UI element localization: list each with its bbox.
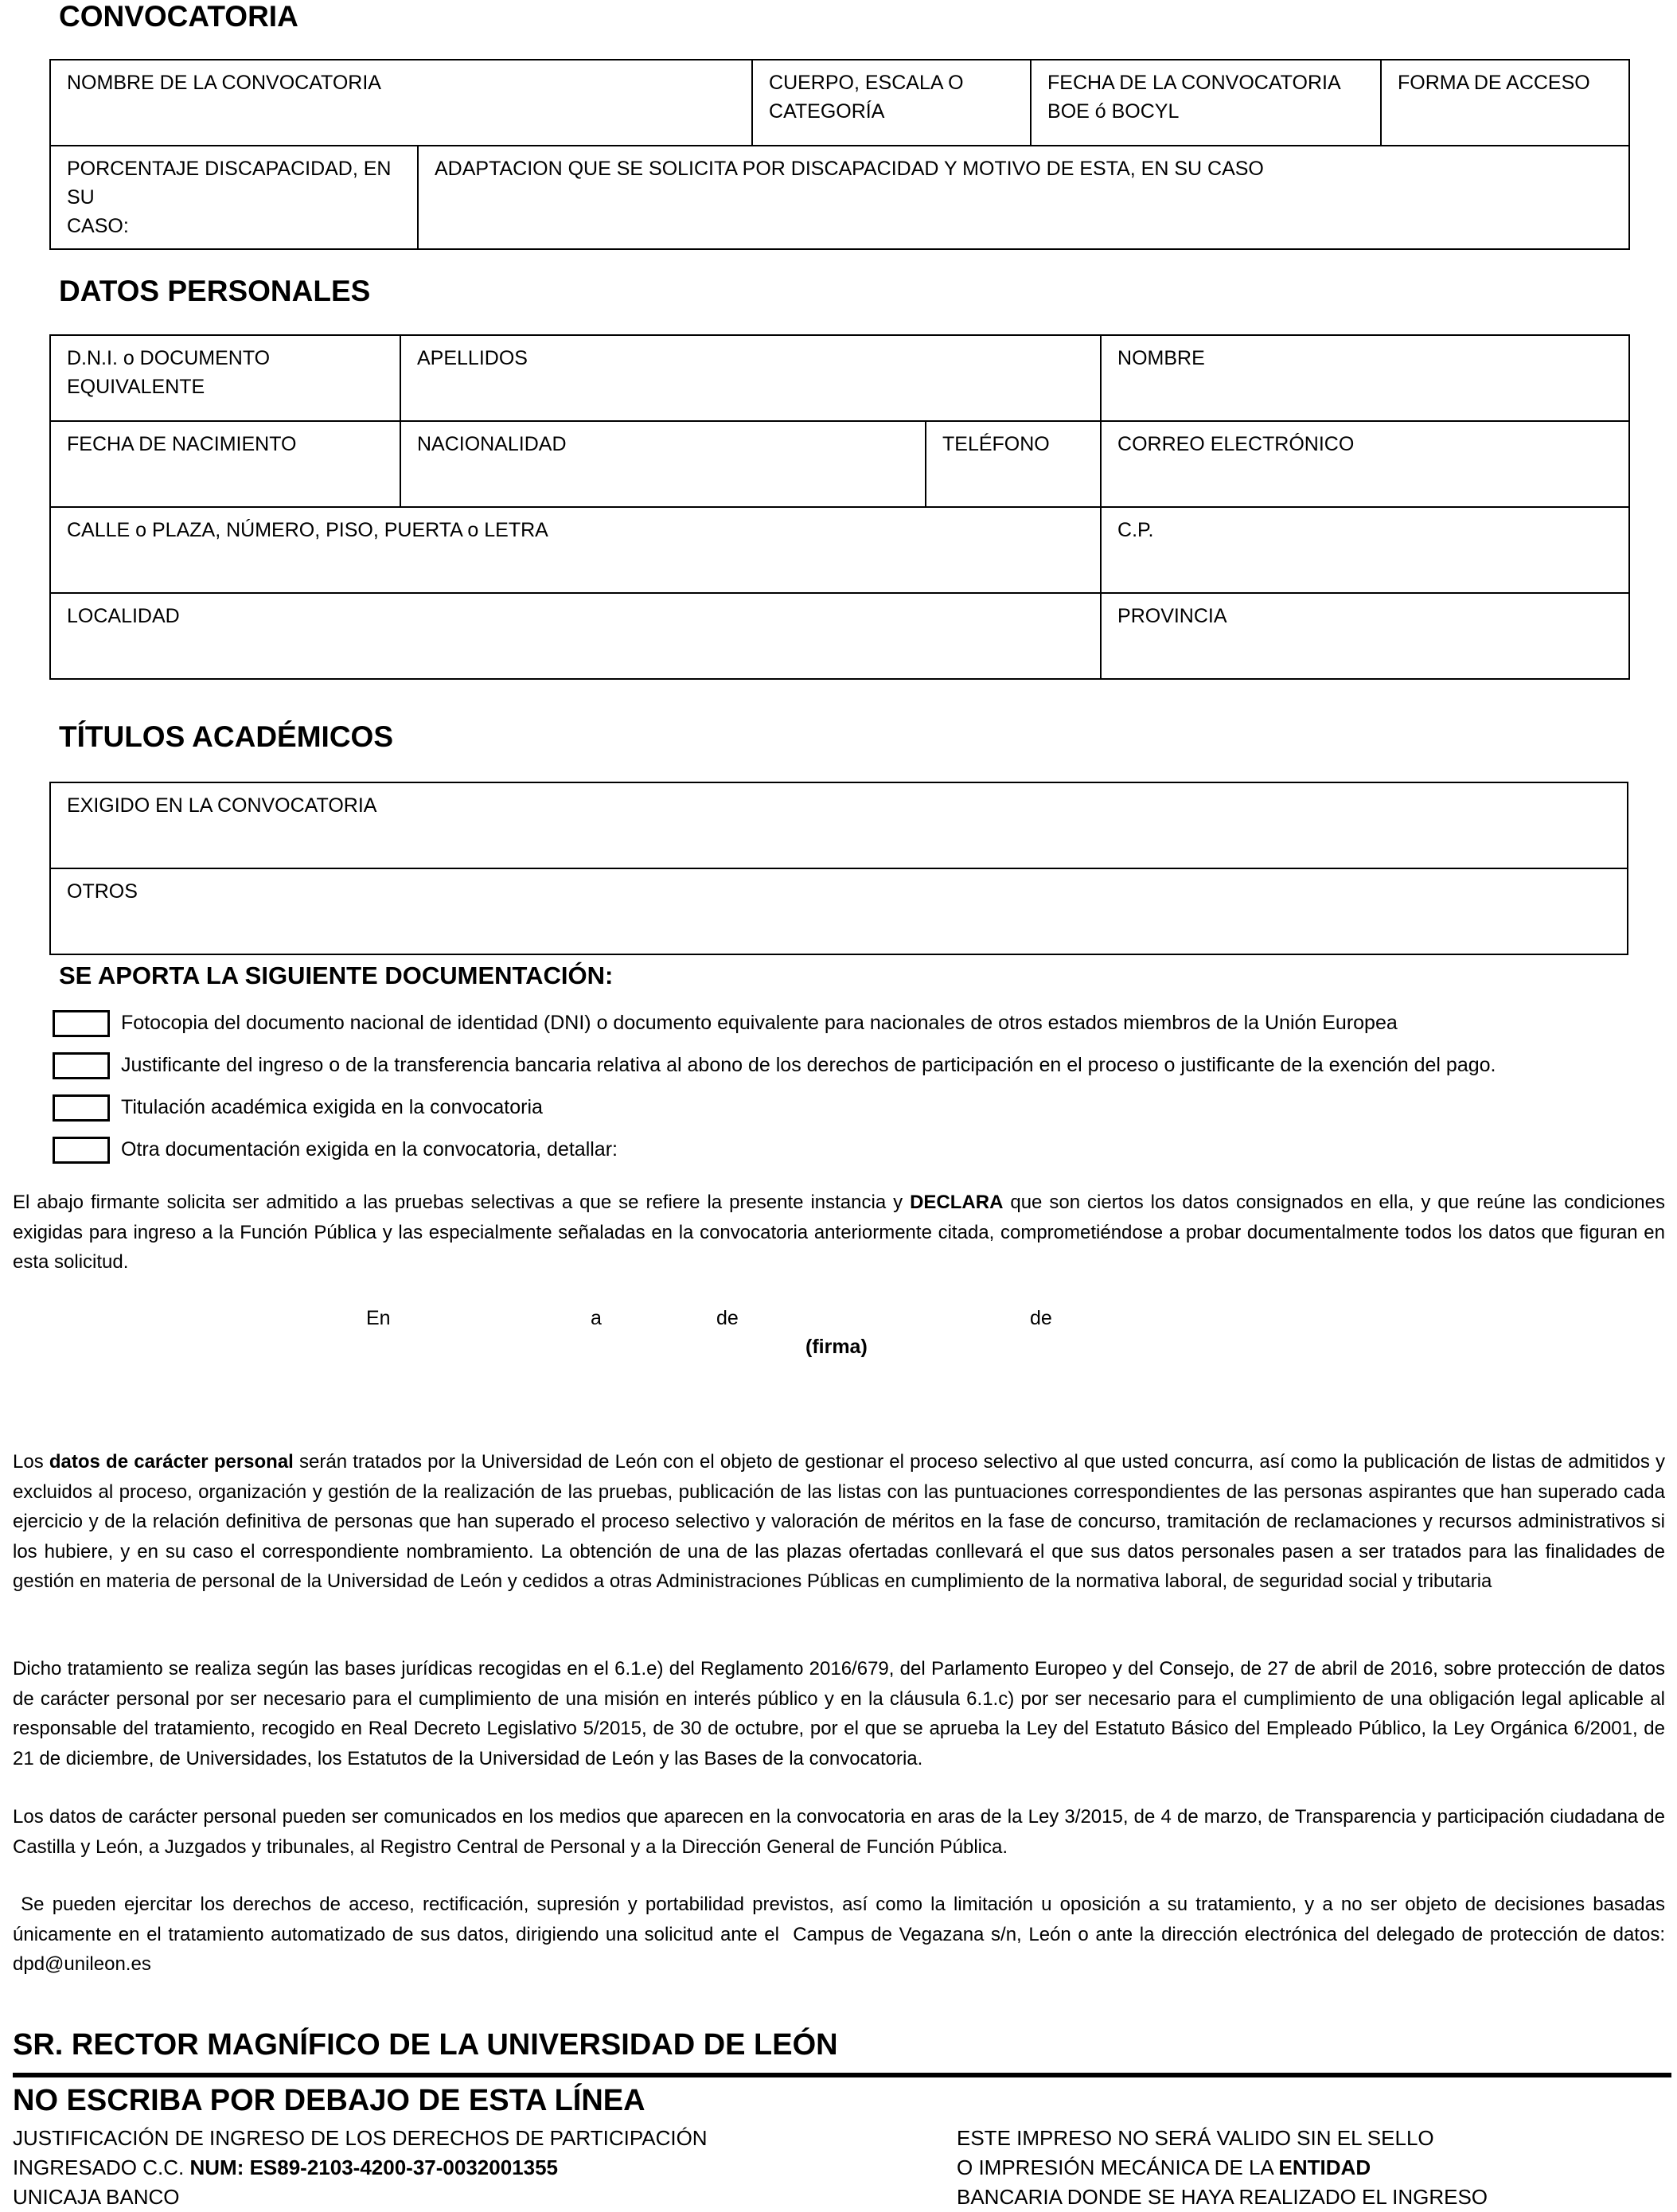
provincia-label: PROVINCIA	[1117, 605, 1227, 627]
porcentaje-label-line1: PORCENTAJE DISCAPACIDAD, EN SU	[67, 158, 392, 209]
footer-left-line3: UNICAJA BANCO	[13, 2185, 180, 2209]
dni-field[interactable]	[50, 335, 400, 421]
proteccion-paragraph-4: Se pueden ejercitar los derechos de acceso, rectificación, supresión y portabilidad previstos, así como la limitación u oposición a su tratamiento, y a no ser objeto de decisiones basadas únicamente en el tratamiento automatizado de sus datos, dirigiendo una solicitud ante el Campus de Vegazana s/n, León o ante la dirección electrónica del delegado de protección de datos: dpd@unileon.es	[13, 1894, 1671, 1975]
footer-left	[13, 2124, 708, 2212]
firma-de-2: de	[1030, 1307, 1052, 1329]
footer-account-number: NUM: ES89-2103-4200-37-0032001355	[189, 2155, 559, 2179]
cuerpo-label-line2: CATEGORÍA	[769, 100, 885, 123]
calle-label: CALLE o PLAZA, NÚMERO, PISO, PUERTA o LETRA	[67, 519, 548, 541]
cp-field[interactable]	[1101, 507, 1629, 593]
doc-checkbox-titulacion[interactable]	[53, 1094, 110, 1122]
proteccion-p1-bold: datos de carácter personal	[49, 1451, 294, 1473]
provincia-field[interactable]	[1101, 593, 1629, 679]
footer-left-line2-pre: INGRESADO C.C.	[13, 2155, 190, 2179]
cuerpo-field[interactable]	[752, 60, 1031, 146]
footer-right-line1: ESTE IMPRESO NO SERÁ VALIDO SIN EL SELLO	[957, 2126, 1434, 2150]
nacionalidad-field[interactable]	[400, 421, 926, 507]
forma-acceso-label: FORMA DE ACCESO	[1398, 72, 1590, 94]
cuerpo-label-line1: CUERPO, ESCALA O	[769, 72, 964, 94]
firma-label: (firma)	[805, 1336, 868, 1358]
rector-heading: SR. RECTOR MAGNÍFICO DE LA UNIVERSIDAD DE LEÓN	[13, 2028, 838, 2062]
declaracion-paragraph	[13, 1188, 1665, 1278]
doc-checkbox-otra[interactable]	[53, 1137, 110, 1164]
proteccion-p1-pre: Los	[13, 1451, 49, 1473]
correo-field[interactable]	[1101, 421, 1629, 507]
titulo-otros-label: OTROS	[67, 880, 138, 903]
datos-personales-table	[49, 334, 1630, 680]
adaptacion-label: ADAPTACION QUE SE SOLICITA POR DISCAPACIDAD Y MOTIVO DE ESTA, EN SU CASO	[435, 158, 1264, 180]
localidad-label: LOCALIDAD	[67, 605, 180, 627]
convocatoria-table	[49, 59, 1630, 250]
nombre-field[interactable]	[1101, 335, 1629, 421]
telefono-field[interactable]	[926, 421, 1101, 507]
no-escriba-heading: NO ESCRIBA POR DEBAJO DE ESTA LÍNEA	[13, 2084, 645, 2117]
dni-label: D.N.I. o DOCUMENTO EQUIVALENTE	[67, 347, 271, 398]
fecha-convocatoria-label-line2: BOE ó BOCYL	[1047, 100, 1180, 123]
correo-label: CORREO ELECTRÓNICO	[1117, 433, 1355, 455]
proteccion-p1-post: serán tratados por la Universidad de León con el objeto de gestionar el proceso selectivo al que usted concurra, así como la publicación de listas de admitidos y excluidos al proceso, organización y gestión de la realización de las pruebas, publicación de las listas con las puntuaciones correspondientes de las personas aspirantes que han superado cada ejercicio y de la relación definitiva de personas que han superado el proceso selectivo y valoración de méritos en la fase de concurso, tramitación de reclamaciones y recursos administrativos si los hubiere, y en su caso el correspondiente nombramiento. La obtención de una de las plazas ofertadas conllevará el que sus datos personales pasen a ser tratados para las finalidades de gestión en materia de personal de la Universidad de León y cedidos a otras Administraciones Públicas en cumplimiento de la normativa laboral, de seguridad social y tributaria	[13, 1451, 1665, 1592]
titulo-exigido-field[interactable]	[50, 782, 1628, 868]
nombre-convocatoria-label: NOMBRE DE LA CONVOCATORIA	[67, 72, 381, 94]
telefono-label: TELÉFONO	[942, 433, 1050, 455]
documentacion-heading: SE APORTA LA SIGUIENTE DOCUMENTACIÓN:	[59, 962, 614, 989]
firma-en: En	[366, 1307, 391, 1329]
proteccion-paragraph-2: Dicho tratamiento se realiza según las bases jurídicas recogidas en el 6.1.e) del Reglamento 2016/679, del Parlamento Europeo y del Consejo, de 27 de abril de 2016, sobre protección de datos de carácter personal por ser necesario para el cumplimiento de una misión en interés público y en la cláusula 6.1.c) por ser necesario para el cumplimiento de una obligación legal aplicable al responsable del tratamiento, recogido en Real Decreto Legislativo 5/2015, de 30 de octubre, por el que se aprueba la Ley del Estatuto Básico del Empleado Público, la Ley Orgánica 6/2001, de 21 de diciembre, de Universidades, los Estatutos de la Universidad de León y las Bases de la convocatoria.	[13, 1658, 1665, 1769]
localidad-field[interactable]	[50, 593, 1101, 679]
footer-right-entidad: ENTIDAD	[1278, 2155, 1371, 2179]
titulos-table	[49, 782, 1628, 955]
proteccion-paragraph-1	[13, 1447, 1665, 1597]
titulos-heading: TÍTULOS ACADÉMICOS	[59, 720, 394, 753]
footer-right-line2-pre: O IMPRESIÓN MECÁNICA DE LA	[957, 2155, 1279, 2179]
fecha-nacimiento-field[interactable]	[50, 421, 400, 507]
footer-left-line1: JUSTIFICACIÓN DE INGRESO DE LOS DERECHOS DE PARTICIPACIÓN	[13, 2126, 708, 2150]
proteccion-paragraph-3: Los datos de carácter personal pueden ser comunicados en los medios que aparecen en la convocatoria en aras de la Ley 3/2015, de 4 de marzo, de Transparencia y participación ciudadana de Castilla y León, a Juzgados y tribunales, al Registro Central de Personal y a la Dirección General de Función Pública.	[13, 1806, 1665, 1858]
apellidos-label: APELLIDOS	[417, 347, 528, 369]
footer-right-line3: BANCARIA DONDE SE HAYA REALIZADO EL INGRESO	[957, 2185, 1488, 2209]
apellidos-field[interactable]	[400, 335, 1101, 421]
declaracion-text-2: que son ciertos los datos consignados en ella, y que reúne las condiciones exigidas para ingreso a la Función Pública y las especialmente señaladas en la convocatoria anteriormente citada, comprometiéndose a probar documentalmente todos los datos que figuran en esta solicitud.	[13, 1192, 1665, 1273]
doc-label-otra: Otra documentación exigida en la convocatoria, detallar:	[121, 1138, 618, 1161]
doc-label-titulacion: Titulación académica exigida en la convocatoria	[121, 1096, 543, 1118]
calle-field[interactable]	[50, 507, 1101, 593]
fecha-convocatoria-field[interactable]	[1031, 60, 1381, 146]
titulo-exigido-label: EXIGIDO EN LA CONVOCATORIA	[67, 794, 377, 817]
declaracion-bold: DECLARA	[910, 1192, 1004, 1213]
nombre-label: NOMBRE	[1117, 347, 1205, 369]
doc-checkbox-dni[interactable]	[53, 1010, 110, 1037]
convocatoria-heading: CONVOCATORIA	[59, 0, 298, 33]
firma-de-1: de	[716, 1307, 739, 1329]
footer-right	[957, 2124, 1488, 2212]
declaracion-text-1: El abajo firmante solicita ser admitido a las pruebas selectivas a que se refiere la presente instancia y	[13, 1192, 911, 1213]
forma-acceso-field[interactable]	[1381, 60, 1629, 146]
porcentaje-discapacidad-field[interactable]	[50, 146, 418, 249]
porcentaje-label-line2: CASO:	[67, 215, 129, 237]
fecha-nacimiento-label: FECHA DE NACIMIENTO	[67, 433, 297, 455]
doc-label-dni: Fotocopia del documento nacional de identidad (DNI) o documento equivalente para nacionales de otros estados miembros de la Unión Europea	[121, 1012, 1398, 1034]
footer-left-line2	[13, 2153, 708, 2183]
firma-a: a	[591, 1307, 602, 1329]
nombre-convocatoria-field[interactable]	[50, 60, 752, 146]
adaptacion-field[interactable]	[418, 146, 1629, 249]
cp-label: C.P.	[1117, 519, 1154, 541]
datos-personales-heading: DATOS PERSONALES	[59, 275, 371, 307]
divider-line	[13, 2073, 1671, 2077]
fecha-convocatoria-label-line1: FECHA DE LA CONVOCATORIA	[1047, 72, 1341, 94]
titulo-otros-field[interactable]	[50, 868, 1628, 954]
doc-checkbox-justificante[interactable]	[53, 1052, 110, 1079]
footer-right-line2	[957, 2153, 1488, 2183]
doc-label-justificante: Justificante del ingreso o de la transferencia bancaria relativa al abono de los derechos de participación en el proceso o justificante de la exención del pago.	[121, 1054, 1496, 1076]
nacionalidad-label: NACIONALIDAD	[417, 433, 567, 455]
